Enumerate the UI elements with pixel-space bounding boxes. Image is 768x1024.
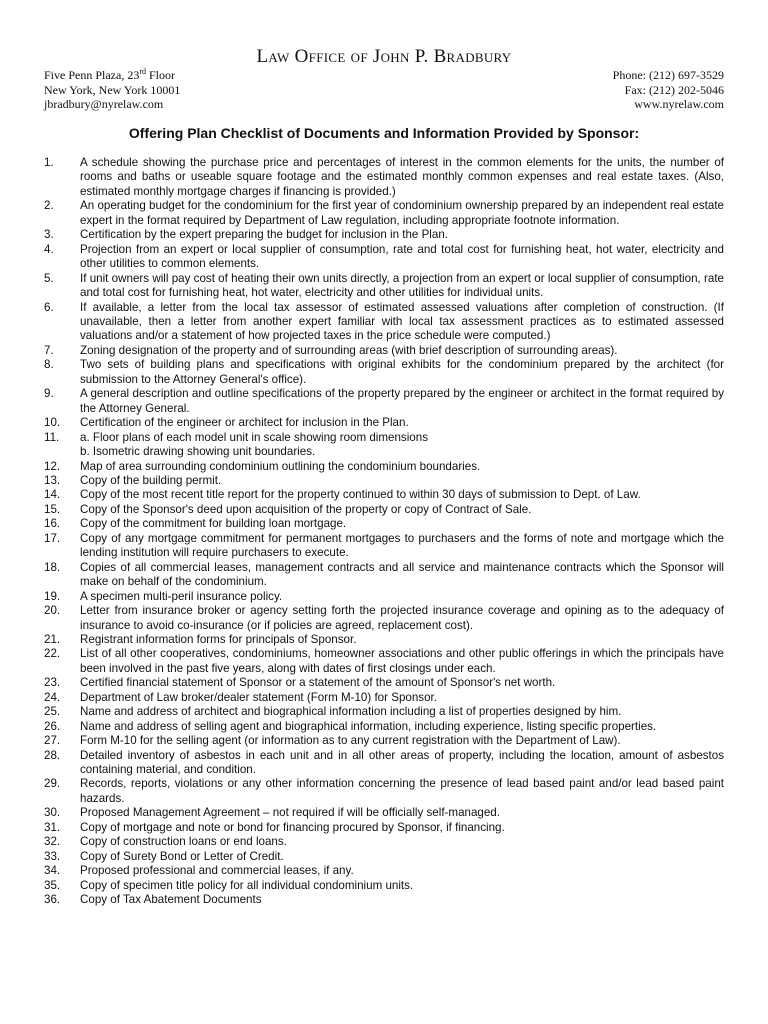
item-number: 29. [44,777,61,791]
item-text: Letter from insurance broker or agency setting forth the projected insurance coverage and opining as to the adequacy of insurance to avoid co-insurance (or if policies are agreed, replacement cost). [80,604,724,632]
item-text: Registrant information forms for principals of Sponsor. [80,632,357,646]
item-number: 10. [44,416,61,430]
checklist-item [44,416,724,430]
item-text: Copy of construction loans or end loans. [80,835,287,849]
item-text: Copies of all commercial leases, management contracts and all service and maintenance contracts which the Sponsor will make on behalf of the condominium. [80,560,724,589]
item-text: Records, reports, violations or any other information concerning the presence of lead based paint and/or lead based paint hazards. [80,777,724,805]
checklist-item [44,720,724,734]
item-number: 11. [44,430,60,444]
item-number: 26. [44,719,61,733]
checklist-item [44,705,724,719]
item-text: a. Floor plans of each model unit in scale showing room dimensions b. Isometric drawing showing unit boundaries. [80,430,428,459]
checklist-item [44,301,724,344]
item-text: Copy of mortgage and note or bond for financing procured by Sponsor, if financing. [80,820,505,834]
checklist [44,156,724,908]
checklist-item [44,749,724,778]
item-number: 34. [44,864,61,878]
phone: Phone: (212) 697-3529 [612,68,724,82]
item-number: 8. [44,358,54,372]
checklist-item [44,460,724,474]
item-text: Projection from an expert or local supplier of consumption, rate and total cost for furnishing heat, hot water, electricity and other utilities to common elements. [80,242,724,271]
checklist-item [44,243,724,272]
checklist-item [44,199,724,228]
checklist-item [44,344,724,358]
item-number: 36. [44,893,61,907]
item-number: 16. [44,517,61,531]
item-number: 14. [44,488,61,502]
checklist-item [44,358,724,387]
item-number: 31. [44,820,61,834]
item-number: 9. [44,387,54,401]
checklist-item [44,503,724,517]
checklist-item [44,893,724,907]
fax: Fax: (212) 202-5046 [624,82,724,97]
item-number: 17. [44,531,61,545]
checklist-item [44,864,724,878]
firm-name: Law Office of John P. Bradbury [256,46,512,67]
item-number: 1. [44,156,54,169]
checklist-item [44,156,724,199]
checklist-item [44,590,724,604]
checklist-item [44,228,724,242]
item-text: If available, a letter from the local tax assessor of estimated assessed valuations after completion of construction. (If unavailable, then a letter from another expert familiar with local tax assessment practices as to estimated assessed valuations and/or a statement of how projected taxes in the price schedule were computed.) [80,300,724,343]
item-text: Two sets of building plans and specifications with original exhibits for the condominium prepared by the architect (for submission to the Attorney General's office). [80,358,724,386]
address-line-1: Five Penn Plaza, 23rd Floor [44,67,176,82]
item-text: Copy of Surety Bond or Letter of Credit. [80,849,284,863]
address-line-2: New York, New York 10001 [44,82,181,97]
item-text: Form M-10 for the selling agent (or information as to any current registration with the Department of Law). [80,734,621,748]
checklist-item [44,633,724,647]
item-number: 7. [44,343,54,357]
checklist-item [44,474,724,488]
checklist-item [44,734,724,748]
item-text: Copy of the most recent title report for the property continued to within 30 days of submission to Dept. of Law. [80,488,641,502]
checklist-item [44,835,724,849]
item-text: Copy of Tax Abatement Documents [80,893,262,907]
item-text: Proposed professional and commercial leases, if any. [80,864,354,878]
item-text: Copy of any mortgage commitment for permanent mortgages to purchasers and the forms of note and mortgage which the lending institution will require purchasers to execute. [80,531,724,560]
item-number: 23. [44,676,61,690]
item-number: 18. [44,560,61,574]
item-number: 24. [44,690,61,704]
item-number: 33. [44,849,61,863]
checklist-item [44,676,724,690]
item-text: Copy of the building permit. [80,473,222,487]
item-number: 28. [44,748,61,762]
item-text: A specimen multi-peril insurance policy. [80,589,283,603]
checklist-item [44,777,724,806]
item-text: Name and address of selling agent and biographical information, including experience, listing specific properties. [80,719,657,733]
letterhead-contact [44,68,724,112]
checklist-item [44,272,724,301]
item-number: 6. [44,300,54,314]
item-text: Copy of specimen title policy for all individual condominium units. [80,878,414,892]
checklist-item [44,647,724,676]
email: jbradbury@nyrelaw.com [44,97,164,111]
item-number: 32. [44,835,61,849]
item-number: 4. [44,242,54,256]
item-text: Name and address of architect and biographical information including a list of properties designed by him. [80,705,622,719]
item-number: 3. [44,228,54,242]
item-number: 5. [44,271,54,285]
item-text: A general description and outline specifications of the property prepared by the engineer or architect in the format required by the Attorney General. [80,387,724,415]
checklist-item [44,431,724,460]
address-block [44,68,180,112]
item-text: Certification by the expert preparing the budget for inclusion in the Plan. [80,228,448,242]
checklist-item [44,561,724,590]
checklist-item [44,517,724,531]
item-number: 25. [44,705,61,719]
item-text: Copy of the commitment for building loan mortgage. [80,517,347,531]
checklist-item [44,387,724,416]
document-title: Offering Plan Checklist of Documents and Information Provided by Sponsor: [128,125,640,141]
checklist-item [44,850,724,864]
item-number: 22. [44,647,61,661]
item-text: A schedule showing the purchase price and percentages of interest in the common elements for the units, the number of rooms and baths or useable square footage and the estimated monthly common expenses and real estate taxes. (Also, estimated monthly mortgage charges if financing is provided.) [80,156,724,198]
item-text: Copy of the Sponsor's deed upon acquisition of the property or copy of Contract of Sale. [80,502,532,516]
checklist-item [44,806,724,820]
checklist-item [44,488,724,502]
item-number: 15. [44,502,61,516]
item-number: 35. [44,878,61,892]
checklist-item [44,821,724,835]
item-number: 21. [44,632,61,646]
item-number: 20. [44,604,61,618]
website: www.nyrelaw.com [634,97,724,111]
item-number: 19. [44,589,61,603]
checklist-item [44,532,724,561]
item-text: Zoning designation of the property and of surrounding areas (with brief description of surrounding areas). [80,343,618,357]
item-text: Certification of the engineer or architect for inclusion in the Plan. [80,416,409,430]
item-text: Department of Law broker/dealer statement (Form M-10) for Sponsor. [80,690,437,704]
item-text: Proposed Management Agreement – not required if will be officially self-managed. [80,806,500,820]
item-text: Certified financial statement of Sponsor or a statement of the amount of Sponsor's net worth. [80,676,556,690]
checklist-item [44,879,724,893]
item-text: If unit owners will pay cost of heating their own units directly, a projection from an expert or local supplier of consumption, rate and total cost for furnishing heat, hot water, electricity and other utilities for individual units. [80,271,724,300]
item-number: 13. [44,473,61,487]
checklist-item [44,691,724,705]
item-number: 27. [44,734,61,748]
item-number: 2. [44,199,54,213]
item-number: 30. [44,806,61,820]
checklist-item [44,604,724,633]
item-text: Map of area surrounding condominium outlining the condominium boundaries. [80,459,481,473]
phone-block [613,68,724,112]
item-text: Detailed inventory of asbestos in each unit and in all other areas of property, including the location, amount of asbestos containing material, and condition. [80,748,724,777]
item-number: 12. [44,459,61,473]
item-text: List of all other cooperatives, condominiums, homeowner associations and other public offerings in which the principals have been involved in the past five years, along with dates of first closings under each. [80,647,724,675]
item-text: An operating budget for the condominium for the first year of condominium ownership prepared by an independent real estate expert in the format required by Department of Law regulation, including appropriate footnote information. [80,199,724,227]
